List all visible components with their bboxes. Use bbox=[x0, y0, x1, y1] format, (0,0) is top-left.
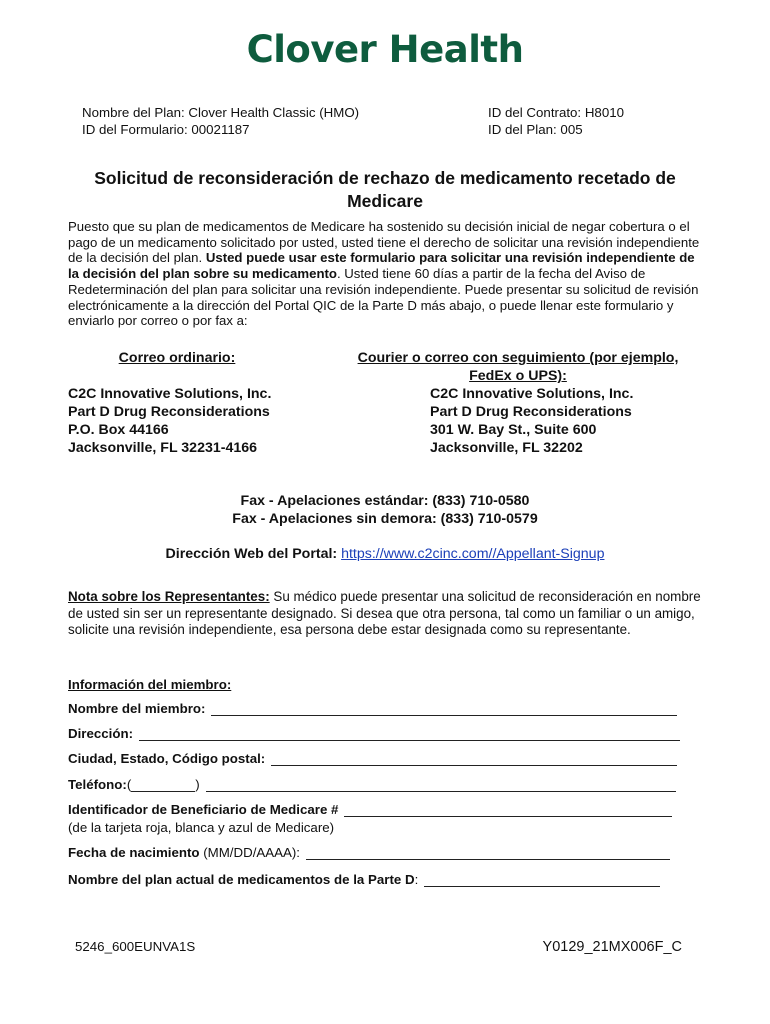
fax-expedited: Fax - Apelaciones sin demora: (833) 710-0579 bbox=[232, 511, 538, 527]
plan-id: ID del Plan: 005 bbox=[488, 122, 583, 137]
fax-standard: Fax - Apelaciones estándar: (833) 710-0580 bbox=[240, 493, 530, 509]
member-name-label: Nombre del miembro: bbox=[68, 701, 206, 716]
rep-note-label: Nota sobre los Representantes: bbox=[68, 589, 270, 604]
address-input[interactable] bbox=[139, 727, 680, 741]
portal-address bbox=[0, 545, 770, 563]
mail-address-block bbox=[68, 349, 286, 367]
member-info-heading: Información del miembro: bbox=[68, 677, 232, 692]
dob-field bbox=[68, 845, 670, 860]
rep-note-text: Su médico puede presentar una solicitud de reconsideración en nombre de usted sin ser un representante designado. Si desea que otra persona, tal como un familiar o un amigo, solicite una revisión independiente, esa persona debe estar designada como su representante. bbox=[68, 589, 701, 637]
area-code-input[interactable] bbox=[131, 779, 195, 792]
phone-field bbox=[68, 777, 676, 792]
drug-plan-label: Nombre del plan actual de medicamentos de la Parte D bbox=[68, 872, 415, 887]
medicare-id-note: (de la tarjeta roja, blanca y azul de Medicare) bbox=[68, 820, 335, 835]
medicare-id-label: Identificador de Beneficiario de Medicare # bbox=[68, 802, 339, 817]
contract-info bbox=[488, 104, 624, 138]
mail-line: P.O. Box 44166 bbox=[68, 422, 169, 438]
city-state-zip-input[interactable] bbox=[271, 752, 677, 766]
portal-link[interactable]: https://www.c2cinc.com//Appellant-Signup bbox=[341, 546, 605, 562]
medicare-id-input[interactable] bbox=[344, 803, 672, 817]
courier-line: C2C Innovative Solutions, Inc. bbox=[430, 386, 634, 402]
fax-numbers bbox=[0, 492, 770, 528]
courier-address bbox=[430, 385, 633, 457]
mail-line: Part D Drug Reconsiderations bbox=[68, 404, 270, 420]
courier-line: 301 W. Bay St., Suite 600 bbox=[430, 422, 597, 438]
city-state-zip-field bbox=[68, 751, 677, 766]
mail-line: Jacksonville, FL 32231-4166 bbox=[68, 440, 258, 456]
phone-input[interactable] bbox=[206, 778, 676, 792]
intro-text-2: . Usted tiene 60 días a partir de la fecha del Aviso de Redeterminación del plan para solicitar una revisión independiente. Puede presentar su solicitud de revisión electrónicamente a la dirección del Portal QIC de la Parte D más abajo, o puede llenar este formulario y enviarlo por correo o por fax a: bbox=[68, 266, 699, 329]
page-title: Solicitud de reconsideración de rechazo de medicamento recetado de Medicare bbox=[94, 168, 676, 211]
drug-plan-colon: : bbox=[414, 872, 419, 887]
intro-paragraph bbox=[68, 219, 706, 329]
mail-heading: Correo ordinario: bbox=[118, 350, 236, 366]
plan-info bbox=[82, 104, 359, 138]
member-name-field bbox=[68, 701, 677, 716]
phone-paren-open: ( bbox=[126, 777, 132, 792]
member-name-input[interactable] bbox=[211, 702, 677, 716]
drug-plan-input[interactable] bbox=[424, 873, 660, 887]
plan-name: Nombre del Plan: Clover Health Classic (HMO) bbox=[82, 105, 360, 120]
portal-label: Dirección Web del Portal: bbox=[165, 546, 342, 562]
city-state-zip-label: Ciudad, Estado, Código postal: bbox=[68, 751, 266, 766]
courier-line: Part D Drug Reconsiderations bbox=[430, 404, 632, 420]
dob-label: Fecha de nacimiento bbox=[68, 845, 200, 860]
footer-code-left: 5246_600EUNVA1S bbox=[75, 939, 196, 954]
courier-line: Jacksonville, FL 32202 bbox=[430, 440, 583, 456]
phone-paren-close: ) bbox=[195, 777, 200, 792]
representative-note bbox=[68, 589, 706, 639]
footer-code-right: Y0129_21MX006F_C bbox=[542, 939, 682, 955]
address-field bbox=[68, 726, 680, 741]
intro-text-1: Puesto que su plan de medicamentos de Medicare ha sostenido su decisión inicial de negar cobertura o el pago de un medicamento solicitado por usted, usted tiene el derecho de solicitar una revisión independiente de la decisión del plan. bbox=[68, 219, 700, 266]
address-label: Dirección: bbox=[68, 726, 134, 741]
medicare-id-field bbox=[68, 802, 672, 817]
courier-heading bbox=[340, 349, 696, 385]
drug-plan-field bbox=[68, 872, 660, 887]
contract-id: ID del Contrato: H8010 bbox=[488, 105, 625, 120]
form-id: ID del Formulario: 00021187 bbox=[82, 122, 250, 137]
intro-bold-text: Usted puede usar este formulario para solicitar una revisión independiente de la decisión del plan sobre su medicamento bbox=[68, 250, 695, 282]
clover-health-logo: Clover Health bbox=[246, 28, 524, 71]
phone-label: Teléfono: bbox=[68, 777, 127, 792]
mail-address bbox=[68, 385, 271, 457]
courier-heading-line2: FedEx o UPS): bbox=[469, 368, 567, 384]
dob-format: (MM/DD/AAAA): bbox=[199, 845, 300, 860]
courier-heading-line1: Courier o correo con seguimiento (por ejemplo, bbox=[357, 350, 679, 366]
dob-input[interactable] bbox=[306, 846, 670, 860]
mail-line: C2C Innovative Solutions, Inc. bbox=[68, 386, 272, 402]
